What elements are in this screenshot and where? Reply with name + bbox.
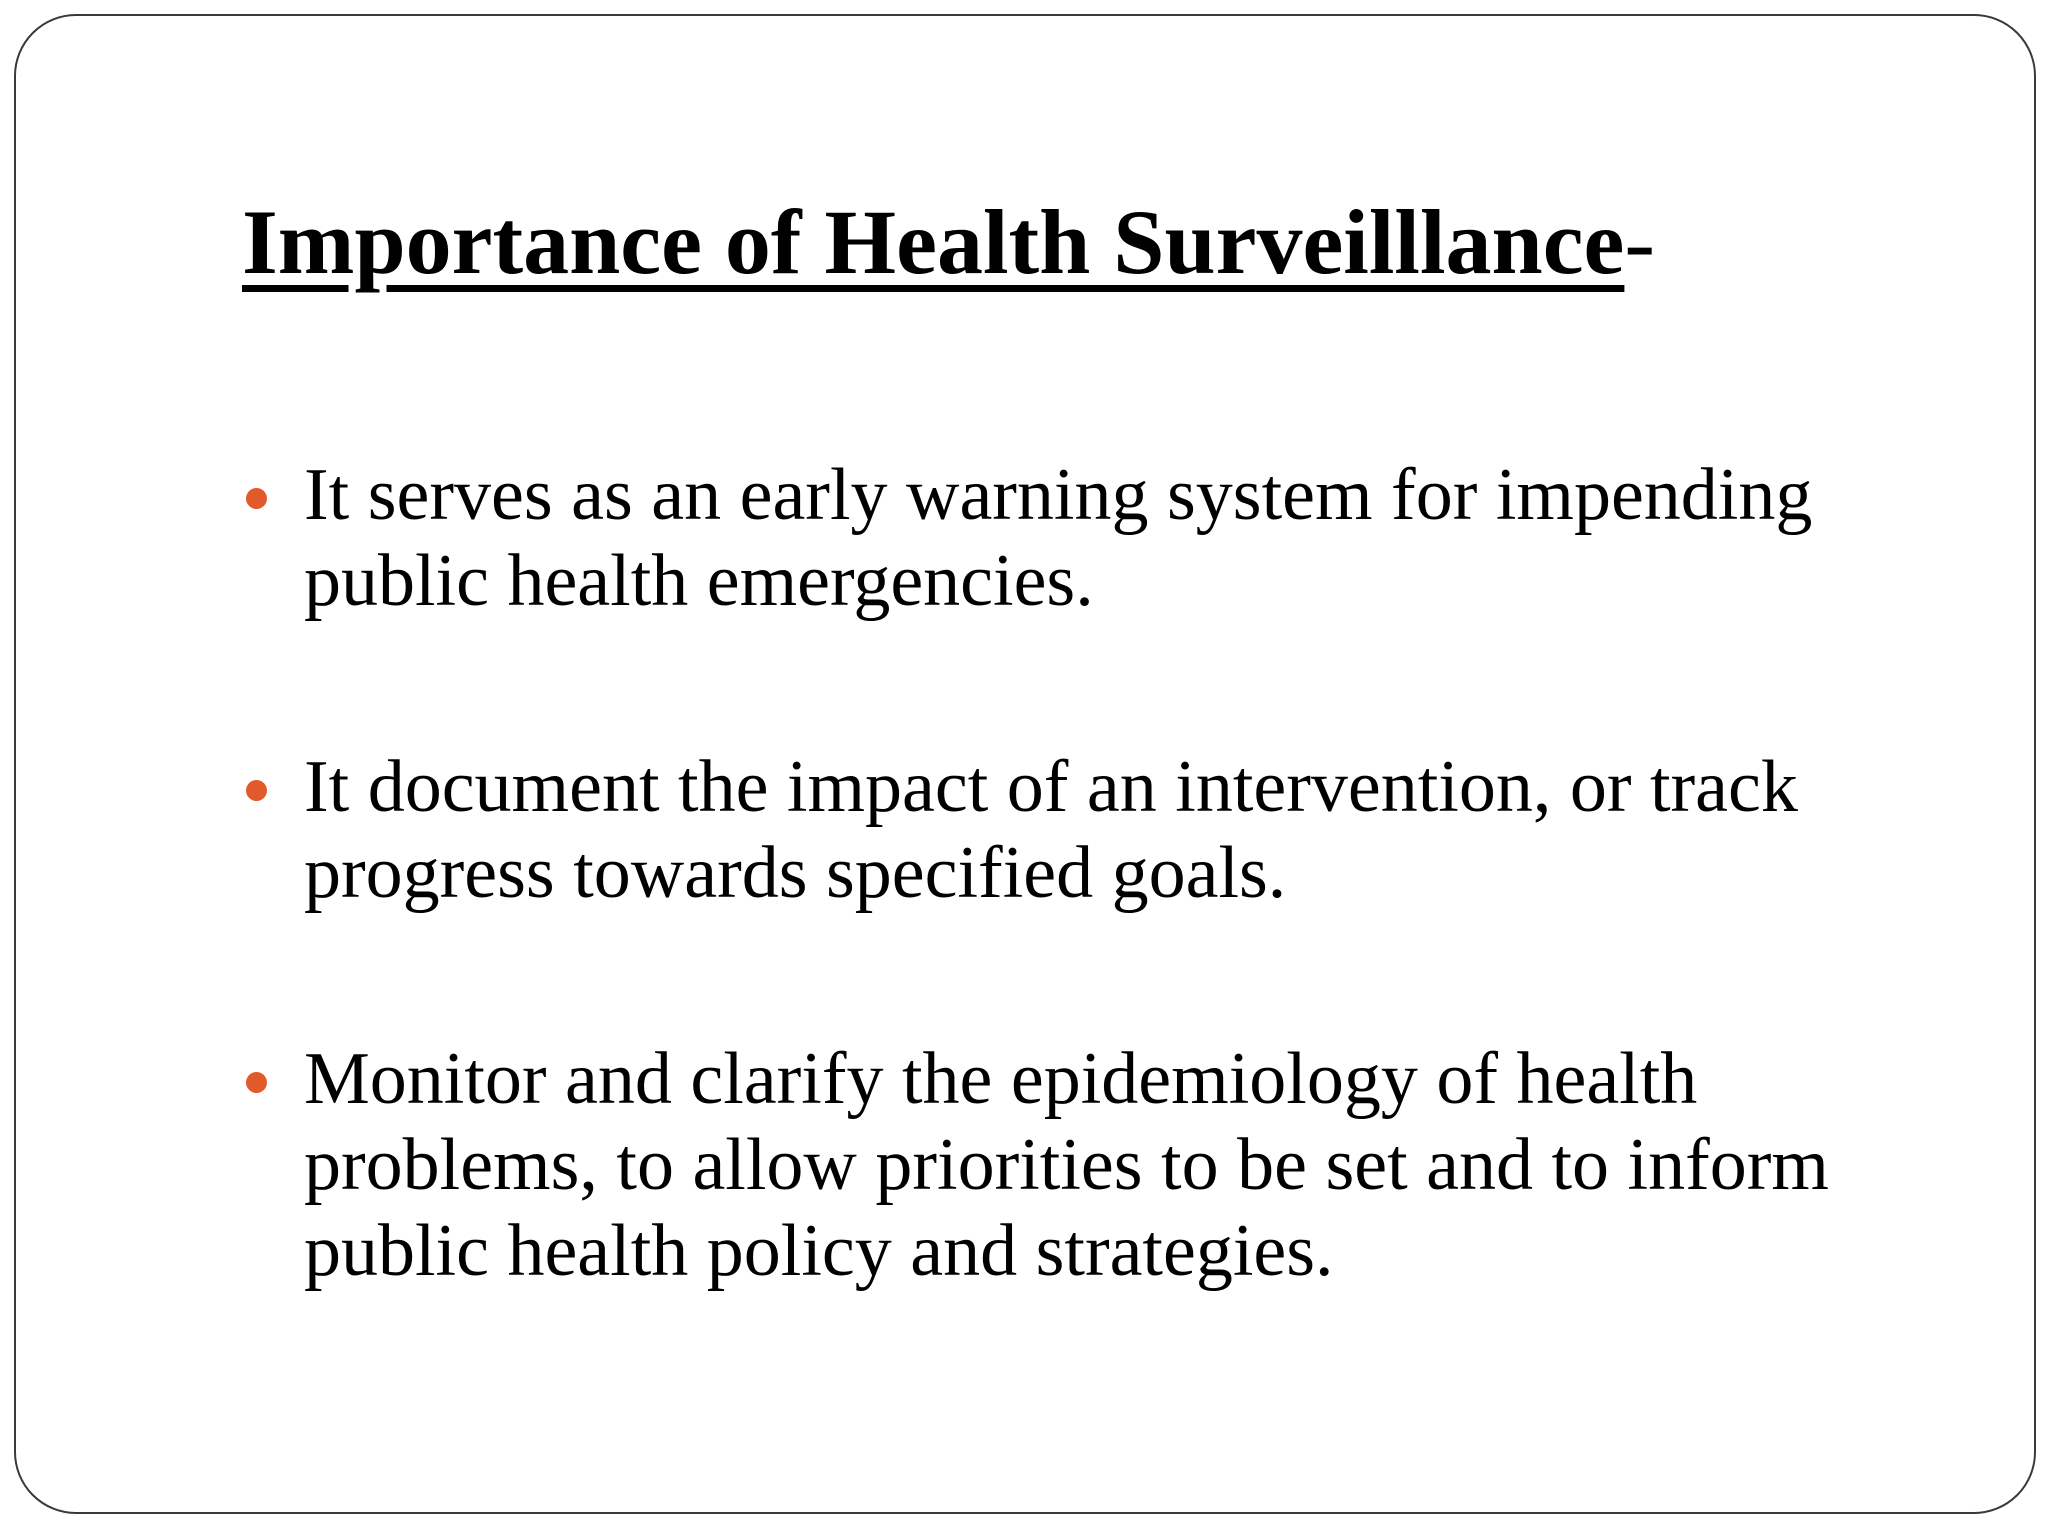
bullet-item (246, 452, 1946, 624)
slide-frame (14, 14, 2036, 1514)
slide-title (242, 191, 1656, 293)
bullet-item (246, 1036, 1946, 1294)
bullet-text: It serves as an early warning system for impending public health emergencies. (304, 454, 1813, 622)
slide-title-suffix: - (1624, 191, 1656, 293)
bullet-list (246, 452, 1946, 1294)
bullet-dot-icon (246, 488, 267, 509)
bullet-text: Monitor and clarify the epidemiology of health problems, to allow priorities to be set and to inform public health policy and strategies. (304, 1038, 1829, 1292)
bullet-text: It document the impact of an intervention, or track progress towards specified goals. (304, 746, 1798, 914)
slide-title-text: Importance of Health Surveilllance (242, 191, 1625, 293)
bullet-dot-icon (246, 780, 267, 801)
bullet-item (246, 744, 1946, 916)
bullet-dot-icon (246, 1072, 267, 1093)
